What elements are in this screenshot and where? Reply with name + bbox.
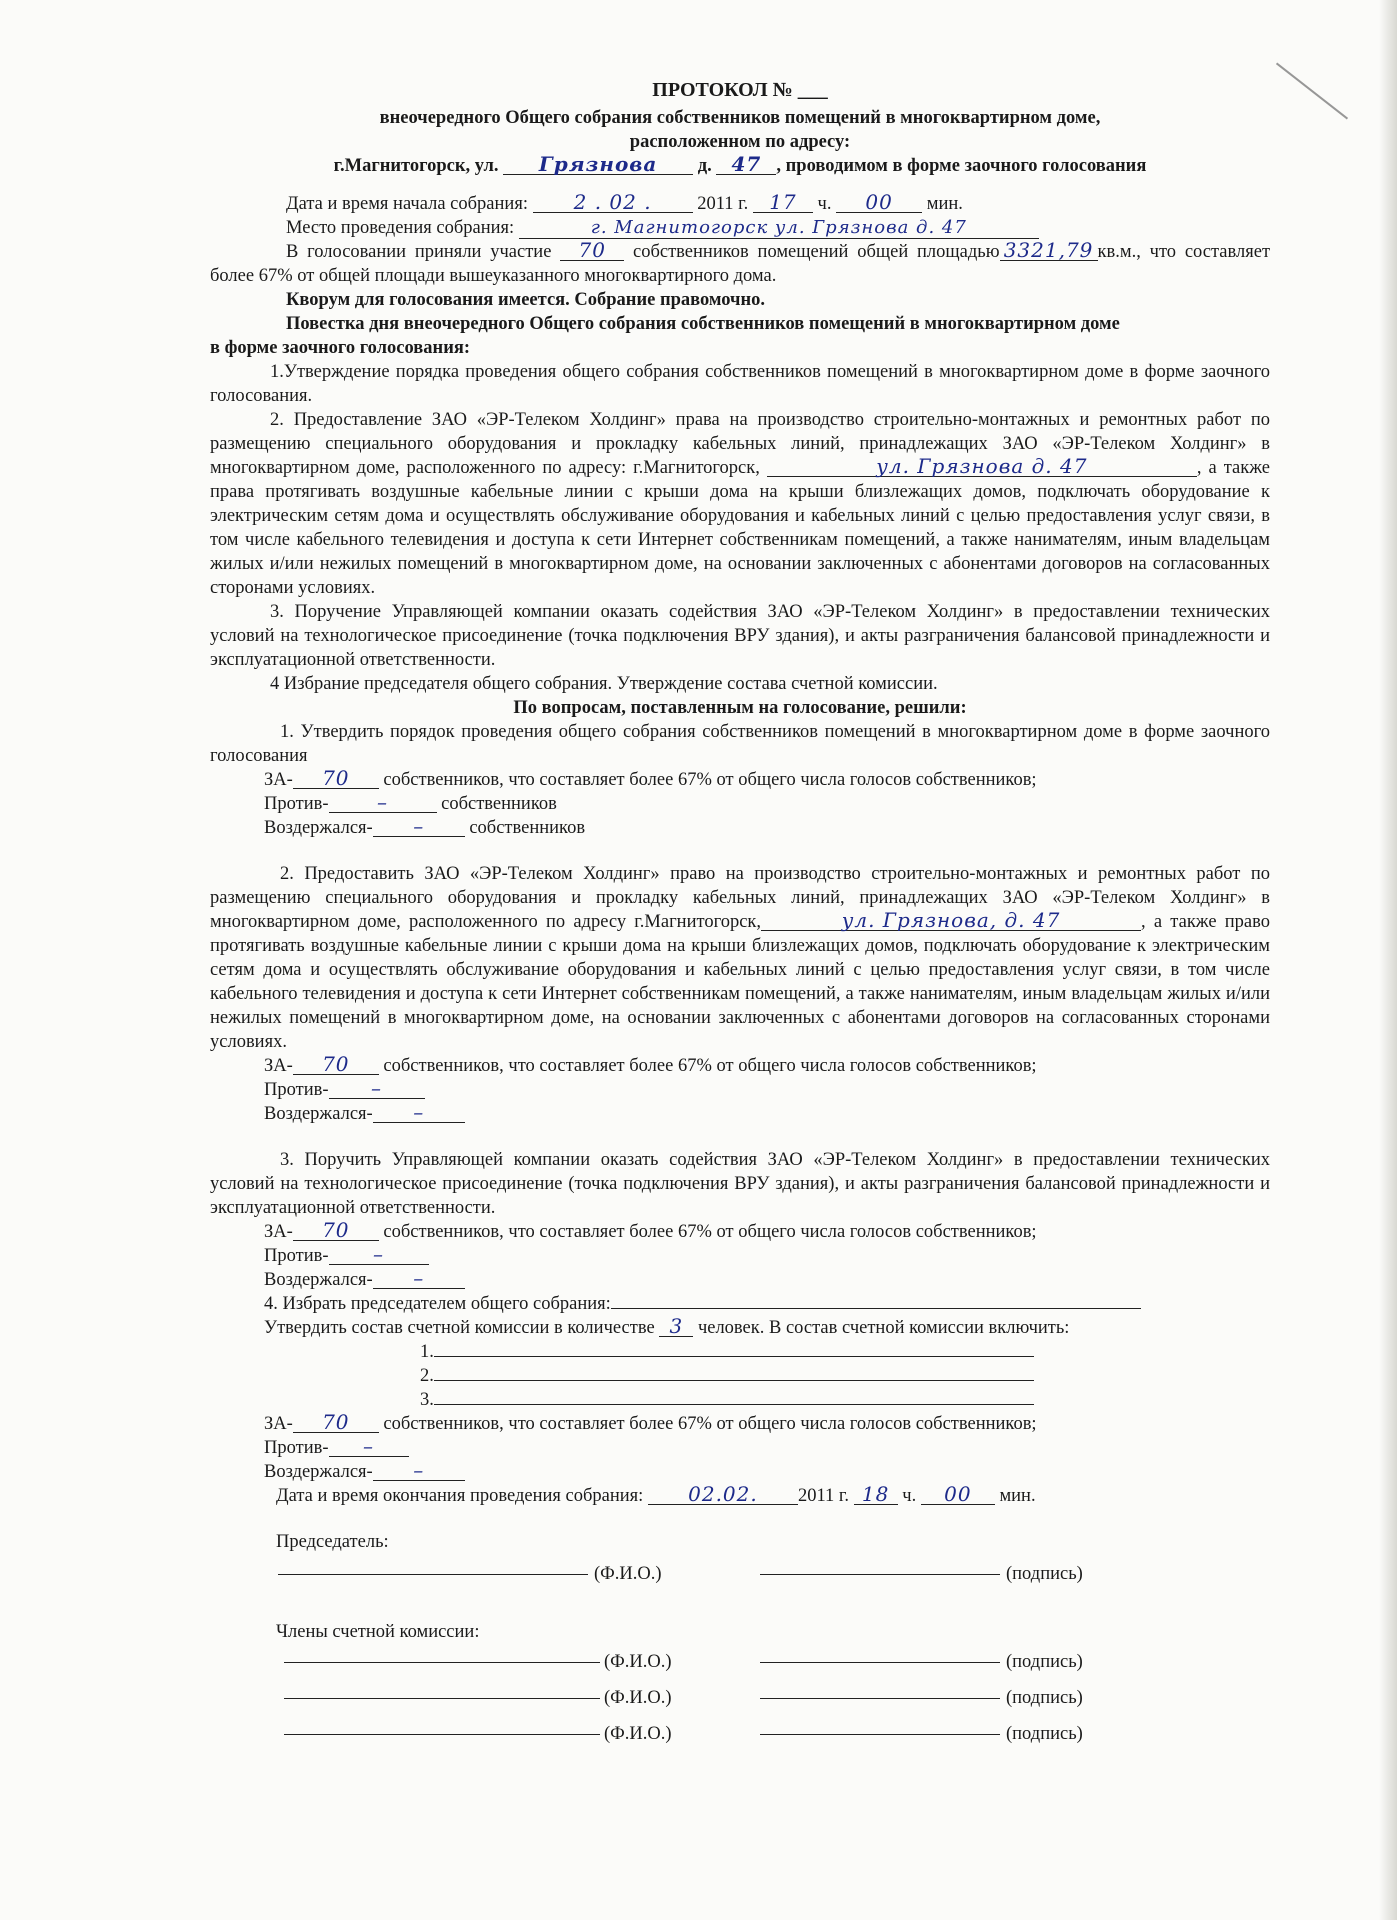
participants-post: кв.м., что: [1097, 242, 1177, 262]
participants-paragraph: [210, 240, 1270, 288]
vote-vozd-row: [264, 816, 1270, 840]
vote-protiv-label: Против-: [264, 1438, 329, 1458]
commission-pre: Утвердить состав счетной комиссии в количестве: [264, 1318, 655, 1338]
commission-member-number: 3.: [420, 1390, 434, 1410]
decision-4-chair-row: [264, 1292, 1270, 1316]
decision-3-votes: [210, 1220, 1270, 1292]
meeting-end-date-handwritten: 02.02.: [648, 1484, 798, 1505]
commission-sign-label: (подпись): [1006, 1688, 1083, 1708]
commission-member-3: [420, 1388, 1270, 1412]
vote-za-row: [264, 1220, 1270, 1244]
commission-signature-row-2: [210, 1686, 1270, 1722]
vote-vozd-label: Воздержался-: [264, 818, 373, 838]
vote-vozd-owners: собственников: [469, 818, 586, 838]
total-area-handwritten: 3321,79: [1000, 240, 1098, 261]
agenda-item-4: 4 Избрание председателя общего собрания. Утверждение состава счетной комиссии.: [270, 674, 938, 694]
chair-fio-label: (Ф.И.О.): [594, 1564, 662, 1584]
meeting-end-hour-handwritten: 18: [854, 1484, 898, 1505]
vote-za-count-handwritten: 70: [293, 1054, 379, 1075]
vote-protiv-handwritten: –: [329, 1436, 409, 1457]
vote-za-count-handwritten: 70: [293, 768, 379, 789]
decision-2-address-handwritten: ул. Грязнова, д. 47: [761, 910, 1141, 931]
commission-member-blank: [434, 1404, 1034, 1405]
decision-2-part-1: 2. Предоставить ЗАО «ЭР-Телеком Холдинг» право на производство строительно-монтажных и ремонтных работ по размещению специального оборудования и прокладку кабельных линий, принадлежащих ЗАО «ЭР-Телеком Холдинг» в многоквартирном доме, расположенного по адресу г.Магнитогорск,: [210, 864, 1270, 932]
meeting-end-year: 2011 г.: [797, 1486, 850, 1506]
commission-member-number: 1.: [420, 1342, 434, 1362]
vote-protiv-label: Против-: [264, 1080, 329, 1100]
meeting-start-hour-label: ч.: [817, 194, 832, 214]
commission-signature-row-1: [210, 1650, 1270, 1686]
meeting-start-min-handwritten: 00: [836, 192, 922, 213]
participants-mid: собственников помещений общей площадью: [633, 242, 1000, 262]
commission-sign-blank: [760, 1662, 1000, 1663]
vote-protiv-label: Против-: [264, 794, 329, 814]
commission-row: [264, 1316, 1270, 1340]
agenda-item-3: 3. Поручение Управляющей компании оказать содействия ЗАО «ЭР-Телеком Холдинг» в предоставлении технических условий на технологическое присоединение (точка подключения ВРУ здания), и акты разграничения балансовой принадлежности и эксплуатационной ответственности.: [210, 602, 1270, 670]
decision-4-text: 4. Избрать председателем общего собрания:: [264, 1294, 611, 1314]
participants-count-handwritten: 70: [560, 240, 624, 261]
commission-member-2: [420, 1364, 1270, 1388]
meeting-start-line: [210, 192, 1270, 216]
house-prefix: д.: [697, 156, 712, 176]
meeting-start-date-handwritten: 2 . 02 .: [533, 192, 693, 213]
vote-protiv-owners: собственников: [441, 794, 557, 814]
vote-za-row: [264, 768, 1270, 792]
vote-vozd-handwritten: –: [373, 816, 465, 837]
vote-vozd-row: [264, 1460, 1270, 1484]
vote-za-text: собственников, что составляет более 67% от общего числа голосов собственников;: [383, 1414, 1037, 1434]
commission-sign-blank: [760, 1734, 1000, 1735]
protocol-document: [210, 78, 1270, 1758]
vote-vozd-row: [264, 1268, 1270, 1292]
agenda-heading-1: Повестка дня внеочередного Общего собрания собственников помещений в многоквартирном доме: [286, 314, 1120, 334]
commission-sign-blank: [760, 1698, 1000, 1699]
decision-1: 1. Утвердить порядок проведения общего собрания собственников помещений в многоквартирном доме в форме заочного голосования: [210, 722, 1270, 766]
vote-protiv-row: [264, 1244, 1270, 1268]
decision-1-votes: [210, 768, 1270, 840]
address-line: [210, 154, 1270, 178]
decision-3: 3. Поручить Управляющей компании оказать содействия ЗАО «ЭР-Телеком Холдинг» в предоставлении технических условий на технологическое присоединение (точка подключения ВРУ здания), и акты разграничения балансовой принадлежности и эксплуатационной ответственности.: [210, 1150, 1270, 1218]
vote-za-text: собственников, что составляет более 67% от общего числа голосов собственников;: [383, 1222, 1037, 1242]
vote-vozd-label: Воздержался-: [264, 1462, 373, 1482]
meeting-place-label: Место проведения собрания:: [286, 218, 515, 238]
scan-edge-shadow: [1379, 0, 1397, 1920]
meeting-end-label: Дата и время окончания проведения собрания:: [276, 1486, 644, 1506]
vote-za-text: собственников, что составляет более 67% от общего числа голосов собственников;: [383, 770, 1037, 790]
meeting-start-hour-handwritten: 17: [753, 192, 813, 213]
meeting-start-year: 2011 г.: [697, 194, 749, 214]
commission-member-number: 2.: [420, 1366, 434, 1386]
vote-vozd-handwritten: –: [373, 1460, 465, 1481]
vote-vozd-handwritten: –: [373, 1268, 465, 1289]
vote-za-label: ЗА-: [264, 1414, 293, 1434]
agenda-item-1: 1.Утверждение порядка проведения общего собрания собственников помещений в многоквартирном доме в форме заочного голосования.: [210, 362, 1270, 406]
participants-line-2: составляет более 67% от общей площади вышеуказанного многоквартирного дома.: [210, 242, 1271, 286]
street-handwritten: Грязнова: [503, 154, 693, 175]
chair-sign-blank: [760, 1574, 1000, 1575]
commission-signature-row-3: [210, 1722, 1270, 1758]
commission-member-blank: [434, 1356, 1034, 1357]
meeting-end-min-label: мин.: [999, 1486, 1036, 1506]
commission-fio-blank: [284, 1734, 600, 1735]
meeting-end-hour-label: ч.: [902, 1486, 917, 1506]
address-suffix: , проводимом в форме заочного голосования: [776, 156, 1147, 176]
chair-sign-label: (подпись): [1006, 1564, 1083, 1584]
vote-za-row: [264, 1054, 1270, 1078]
vote-vozd-handwritten: –: [373, 1102, 465, 1123]
meeting-end-min-handwritten: 00: [921, 1484, 995, 1505]
commission-fio-blank: [284, 1698, 600, 1699]
decision-2-part-2: , а также право протягивать воздушные кабельные линии с крыши дома на крыши близлежащих домов, подключать оборудование к электрическим сетям дома и осуществлять обслуживание оборудования и кабельных линий с целью предоставления услуг связи, в том числе кабельного телевидения и доступа к сети Интернет собственникам помещений, а также нанимателям, иным владельцам жилых и/или нежилых помещений в многоквартирном доме, на основании заключенных с абонентами договоров на согласованных сторонами условиях.: [210, 912, 1270, 1052]
agenda-item-2-address-handwritten: ул. Грязнова д. 47: [767, 456, 1197, 477]
vote-protiv-row: [264, 792, 1270, 816]
commission-fio-label: (Ф.И.О.): [604, 1652, 672, 1672]
commission-sign-label: (подпись): [1006, 1652, 1083, 1672]
vote-protiv-handwritten: –: [329, 1078, 425, 1099]
decision-2-votes: [210, 1054, 1270, 1126]
commission-sign-label: (подпись): [1006, 1724, 1083, 1744]
vote-protiv-row: [264, 1436, 1270, 1460]
vote-za-label: ЗА-: [264, 770, 293, 790]
decision-4-votes: [210, 1412, 1270, 1484]
commission-count-handwritten: 3: [659, 1316, 693, 1337]
vote-za-count-handwritten: 70: [293, 1220, 379, 1241]
vote-za-row: [264, 1412, 1270, 1436]
vote-protiv-handwritten: –: [329, 792, 437, 813]
decision-4: [210, 1292, 1270, 1340]
agenda-item-2-part-2: , а также права протягивать воздушные кабельные линии с крыши дома на крыши близлежащих домов, подключать оборудование к электрическим сетям дома и осуществлять обслуживание оборудования и кабельных линий с целью предоставления услуг связи, в том числе кабельного телевидения и доступа к сети Интернет собственникам помещений, а также нанимателям, иным владельцам жилых и/или нежилых помещений в многоквартирном доме, на основании заключенных с абонентами договоров на согласованных сторонами условиях.: [210, 458, 1270, 598]
vote-vozd-row: [264, 1102, 1270, 1126]
chair-name-blank: [611, 1308, 1141, 1309]
meeting-place-handwritten: г. Магнитогорск ул. Грязнова д. 47: [519, 218, 1039, 239]
chair-label: Председатель:: [276, 1532, 389, 1552]
vote-za-label: ЗА-: [264, 1056, 293, 1076]
commission-fio-label: (Ф.И.О.): [604, 1724, 672, 1744]
chair-fio-blank: [278, 1574, 588, 1575]
vote-vozd-label: Воздержался-: [264, 1104, 373, 1124]
decisions-heading: По вопросам, поставленным на голосование, решили:: [513, 698, 967, 718]
house-handwritten: 47: [716, 154, 776, 175]
protocol-title: ПРОТОКОЛ № ___: [652, 79, 828, 101]
commission-fio-blank: [284, 1662, 600, 1663]
chair-signature-row: [210, 1562, 1270, 1598]
quorum-statement: Кворум для голосования имеется. Собрание правомочно.: [286, 290, 766, 310]
protocol-subtitle-2: расположенном по адресу:: [629, 132, 851, 152]
decision-2: [210, 862, 1270, 1054]
vote-za-label: ЗА-: [264, 1222, 293, 1242]
commission-members-list: [210, 1340, 1270, 1412]
commission-member-blank: [434, 1380, 1034, 1381]
participants-pre: В голосовании приняли участие: [286, 242, 552, 262]
vote-za-count-handwritten: 70: [293, 1412, 379, 1433]
commission-member-1: [420, 1340, 1270, 1364]
meeting-start-min-label: мин.: [926, 194, 963, 214]
commission-post: человек. В состав счетной комиссии включить:: [697, 1318, 1070, 1338]
scan-corner-mark: [1276, 63, 1348, 120]
commission-label: Члены счетной комиссии:: [276, 1622, 480, 1642]
commission-fio-label: (Ф.И.О.): [604, 1688, 672, 1708]
protocol-subtitle-1: внеочередного Общего собрания собственников помещений в многоквартирном доме,: [379, 108, 1101, 128]
vote-protiv-handwritten: –: [329, 1244, 429, 1265]
meeting-end-line: [210, 1484, 1270, 1508]
vote-protiv-row: [264, 1078, 1270, 1102]
agenda-item-2-part-1: 2. Предоставление ЗАО «ЭР-Телеком Холдинг» права на производство строительно-монтажных и ремонтных работ по размещению специального оборудования и прокладку кабельных линий, принадлежащих ЗАО «ЭР-Телеком Холдинг» в многоквартирном доме, расположенного по адресу: г.Магнитогорск,: [210, 410, 1270, 478]
meeting-start-label: Дата и время начала собрания:: [286, 194, 528, 214]
vote-za-text: собственников, что составляет более 67% от общего числа голосов собственников;: [383, 1056, 1037, 1076]
vote-protiv-label: Против-: [264, 1246, 329, 1266]
address-prefix: г.Магнитогорск, ул.: [333, 156, 499, 176]
vote-vozd-label: Воздержался-: [264, 1270, 373, 1290]
agenda-heading-2: в форме заочного голосования:: [210, 338, 471, 358]
meeting-place-line: [210, 216, 1270, 240]
agenda-item-2: [210, 408, 1270, 600]
